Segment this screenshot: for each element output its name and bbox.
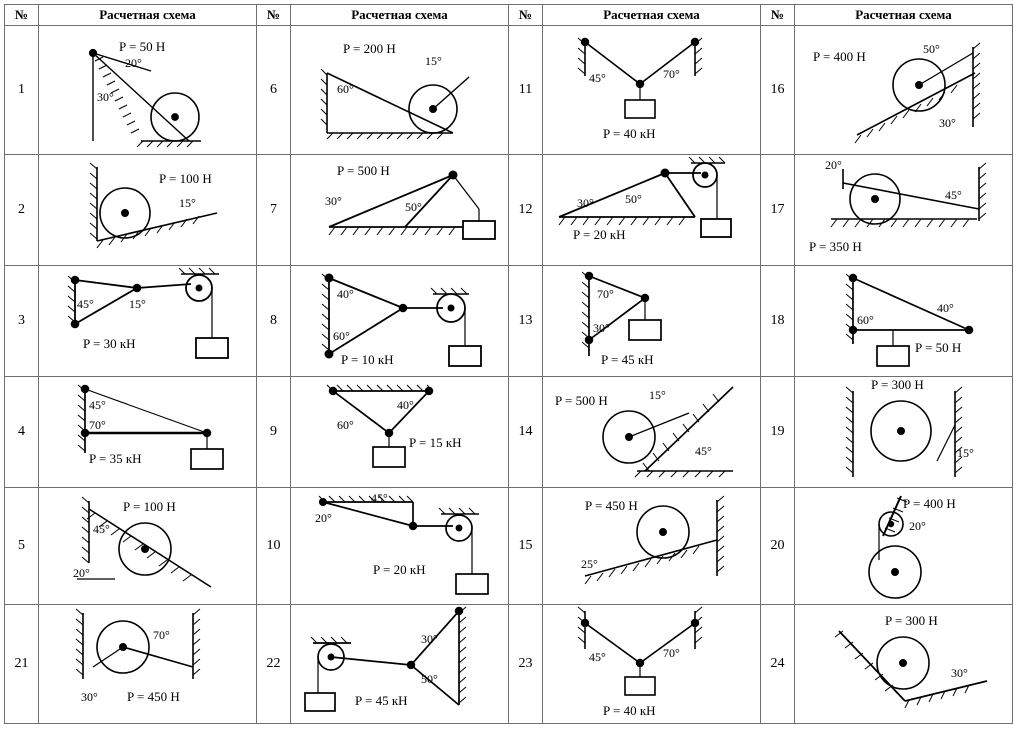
header-scheme-2: Расчетная схема — [291, 5, 509, 26]
scheme-cell-13 — [543, 266, 761, 377]
row-number-4: 4 — [5, 377, 39, 488]
angle-label-2: 50° — [624, 192, 642, 206]
angle-label-1: 30° — [324, 194, 342, 208]
header-scheme-3: Расчетная схема — [543, 5, 761, 26]
scheme-cell-7 — [291, 155, 509, 266]
row-number-1: 1 — [5, 26, 39, 155]
angle-label-1: 15° — [178, 196, 196, 210]
angle-label-1: 20° — [908, 519, 926, 533]
scheme-cell-6 — [291, 26, 509, 155]
angle-label-2: 70° — [88, 418, 106, 432]
scheme-cell-19 — [795, 377, 1013, 488]
row-number-6: 6 — [257, 26, 291, 155]
header-scheme-1: Расчетная схема — [39, 5, 257, 26]
scheme-cell-15 — [543, 488, 761, 605]
header-num-2: № — [257, 5, 291, 26]
angle-label-2: 50° — [404, 200, 422, 214]
load-label: P = 500 Н — [554, 393, 608, 408]
angle-label-1: 70° — [596, 287, 614, 301]
load-label: P = 15 кН — [408, 435, 462, 450]
load-label: P = 40 кН — [602, 126, 656, 141]
angle-label-1: 15° — [424, 54, 442, 68]
angle-label-1: 40° — [936, 301, 954, 315]
table-header-row — [5, 5, 1013, 26]
row-number-9: 9 — [257, 377, 291, 488]
worksheet-page — [0, 4, 1018, 753]
scheme-cell-8 — [291, 266, 509, 377]
scheme-cell-21 — [39, 605, 257, 724]
row-number-12: 12 — [509, 155, 543, 266]
angle-label-2: 15° — [128, 297, 146, 311]
header-scheme-4: Расчетная схема — [795, 5, 1013, 26]
header-num-3: № — [509, 5, 543, 26]
angle-label-2: 20° — [72, 566, 90, 580]
scheme-cell-11 — [543, 26, 761, 155]
angle-label-1: 45° — [588, 71, 606, 85]
row-number-16: 16 — [761, 26, 795, 155]
angle-label-2: 60° — [336, 418, 354, 432]
scheme-cell-20 — [795, 488, 1013, 605]
scheme-cell-2 — [39, 155, 257, 266]
load-label: P = 300 Н — [884, 613, 938, 628]
row-number-23: 23 — [509, 605, 543, 724]
scheme-cell-3 — [39, 266, 257, 377]
row-number-14: 14 — [509, 377, 543, 488]
angle-label-1: 25° — [580, 557, 598, 571]
scheme-cell-24 — [795, 605, 1013, 724]
row-number-24: 24 — [761, 605, 795, 724]
scheme-cell-5 — [39, 488, 257, 605]
load-label: P = 350 Н — [808, 239, 862, 254]
scheme-cell-16 — [795, 26, 1013, 155]
table-row — [5, 266, 1013, 377]
row-number-11: 11 — [509, 26, 543, 155]
scheme-cell-12 — [543, 155, 761, 266]
load-label: P = 400 Н — [812, 49, 866, 64]
load-label: P = 20 кН — [372, 562, 426, 577]
load-label: P = 200 Н — [342, 41, 396, 56]
load-label: P = 400 Н — [902, 496, 956, 511]
angle-label-1: 40° — [336, 287, 354, 301]
schemes-table — [4, 4, 1013, 724]
angle-label-1: 45° — [76, 297, 94, 311]
load-label: P = 100 Н — [158, 171, 212, 186]
angle-label-1: 40° — [396, 398, 414, 412]
scheme-cell-14 — [543, 377, 761, 488]
table-row — [5, 377, 1013, 488]
load-label: P = 45 кН — [600, 352, 654, 367]
angle-label-2: 20° — [314, 511, 332, 525]
row-number-10: 10 — [257, 488, 291, 605]
angle-label-1: 30° — [950, 666, 968, 680]
angle-label-2: 30° — [96, 90, 114, 104]
row-number-17: 17 — [761, 155, 795, 266]
row-number-15: 15 — [509, 488, 543, 605]
table-row — [5, 605, 1013, 724]
row-number-13: 13 — [509, 266, 543, 377]
row-number-19: 19 — [761, 377, 795, 488]
row-number-18: 18 — [761, 266, 795, 377]
load-label: P = 100 Н — [122, 499, 176, 514]
load-label: P = 500 Н — [336, 163, 390, 178]
angle-label-2: 60° — [332, 329, 350, 343]
angle-label-1: 45° — [588, 650, 606, 664]
table-row — [5, 26, 1013, 155]
angle-label-2: 45° — [694, 444, 712, 458]
angle-label-1: 15° — [956, 446, 974, 460]
scheme-cell-1 — [39, 26, 257, 155]
scheme-cell-10 — [291, 488, 509, 605]
header-num-4: № — [761, 5, 795, 26]
scheme-cell-23 — [543, 605, 761, 724]
angle-label-2: 60° — [856, 313, 874, 327]
scheme-cell-4 — [39, 377, 257, 488]
angle-label-1: 70° — [152, 628, 170, 642]
angle-label-2: 70° — [662, 646, 680, 660]
load-label: P = 10 кН — [340, 352, 394, 367]
angle-label-1: 20° — [124, 56, 142, 70]
scheme-cell-18 — [795, 266, 1013, 377]
angle-label-1: 45° — [88, 398, 106, 412]
table-row — [5, 488, 1013, 605]
load-label: P = 450 Н — [126, 689, 180, 704]
angle-label-2: 30° — [592, 321, 610, 335]
angle-label-1: 20° — [824, 158, 842, 172]
angle-label-1: 50° — [922, 42, 940, 56]
row-number-5: 5 — [5, 488, 39, 605]
load-label: P = 30 кН — [82, 336, 136, 351]
load-label: P = 45 кН — [354, 693, 408, 708]
angle-label-2: 30° — [938, 116, 956, 130]
load-label: P = 20 кН — [572, 227, 626, 242]
load-label: P = 450 Н — [584, 498, 638, 513]
scheme-cell-22 — [291, 605, 509, 724]
angle-label-2: 60° — [336, 82, 354, 96]
angle-label-2: 70° — [662, 67, 680, 81]
load-label: P = 35 кН — [88, 451, 142, 466]
angle-label-1: 45° — [92, 522, 110, 536]
angle-label-1: 45° — [370, 491, 388, 505]
scheme-cell-9 — [291, 377, 509, 488]
angle-label-2: 30° — [80, 690, 98, 704]
load-label: P = 50 Н — [118, 39, 165, 54]
scheme-cell-17 — [795, 155, 1013, 266]
row-number-7: 7 — [257, 155, 291, 266]
load-label: P = 50 Н — [914, 340, 961, 355]
row-number-8: 8 — [257, 266, 291, 377]
row-number-21: 21 — [5, 605, 39, 724]
angle-label-1: 30° — [420, 632, 438, 646]
row-number-3: 3 — [5, 266, 39, 377]
row-number-22: 22 — [257, 605, 291, 724]
row-number-20: 20 — [761, 488, 795, 605]
header-num-1: № — [5, 5, 39, 26]
load-label: P = 300 Н — [870, 377, 924, 392]
angle-label-1: 15° — [648, 388, 666, 402]
load-label: P = 40 кН — [602, 703, 656, 718]
angle-label-2: 50° — [420, 672, 438, 686]
angle-label-1: 30° — [576, 196, 594, 210]
row-number-2: 2 — [5, 155, 39, 266]
angle-label-2: 45° — [944, 188, 962, 202]
table-row — [5, 155, 1013, 266]
